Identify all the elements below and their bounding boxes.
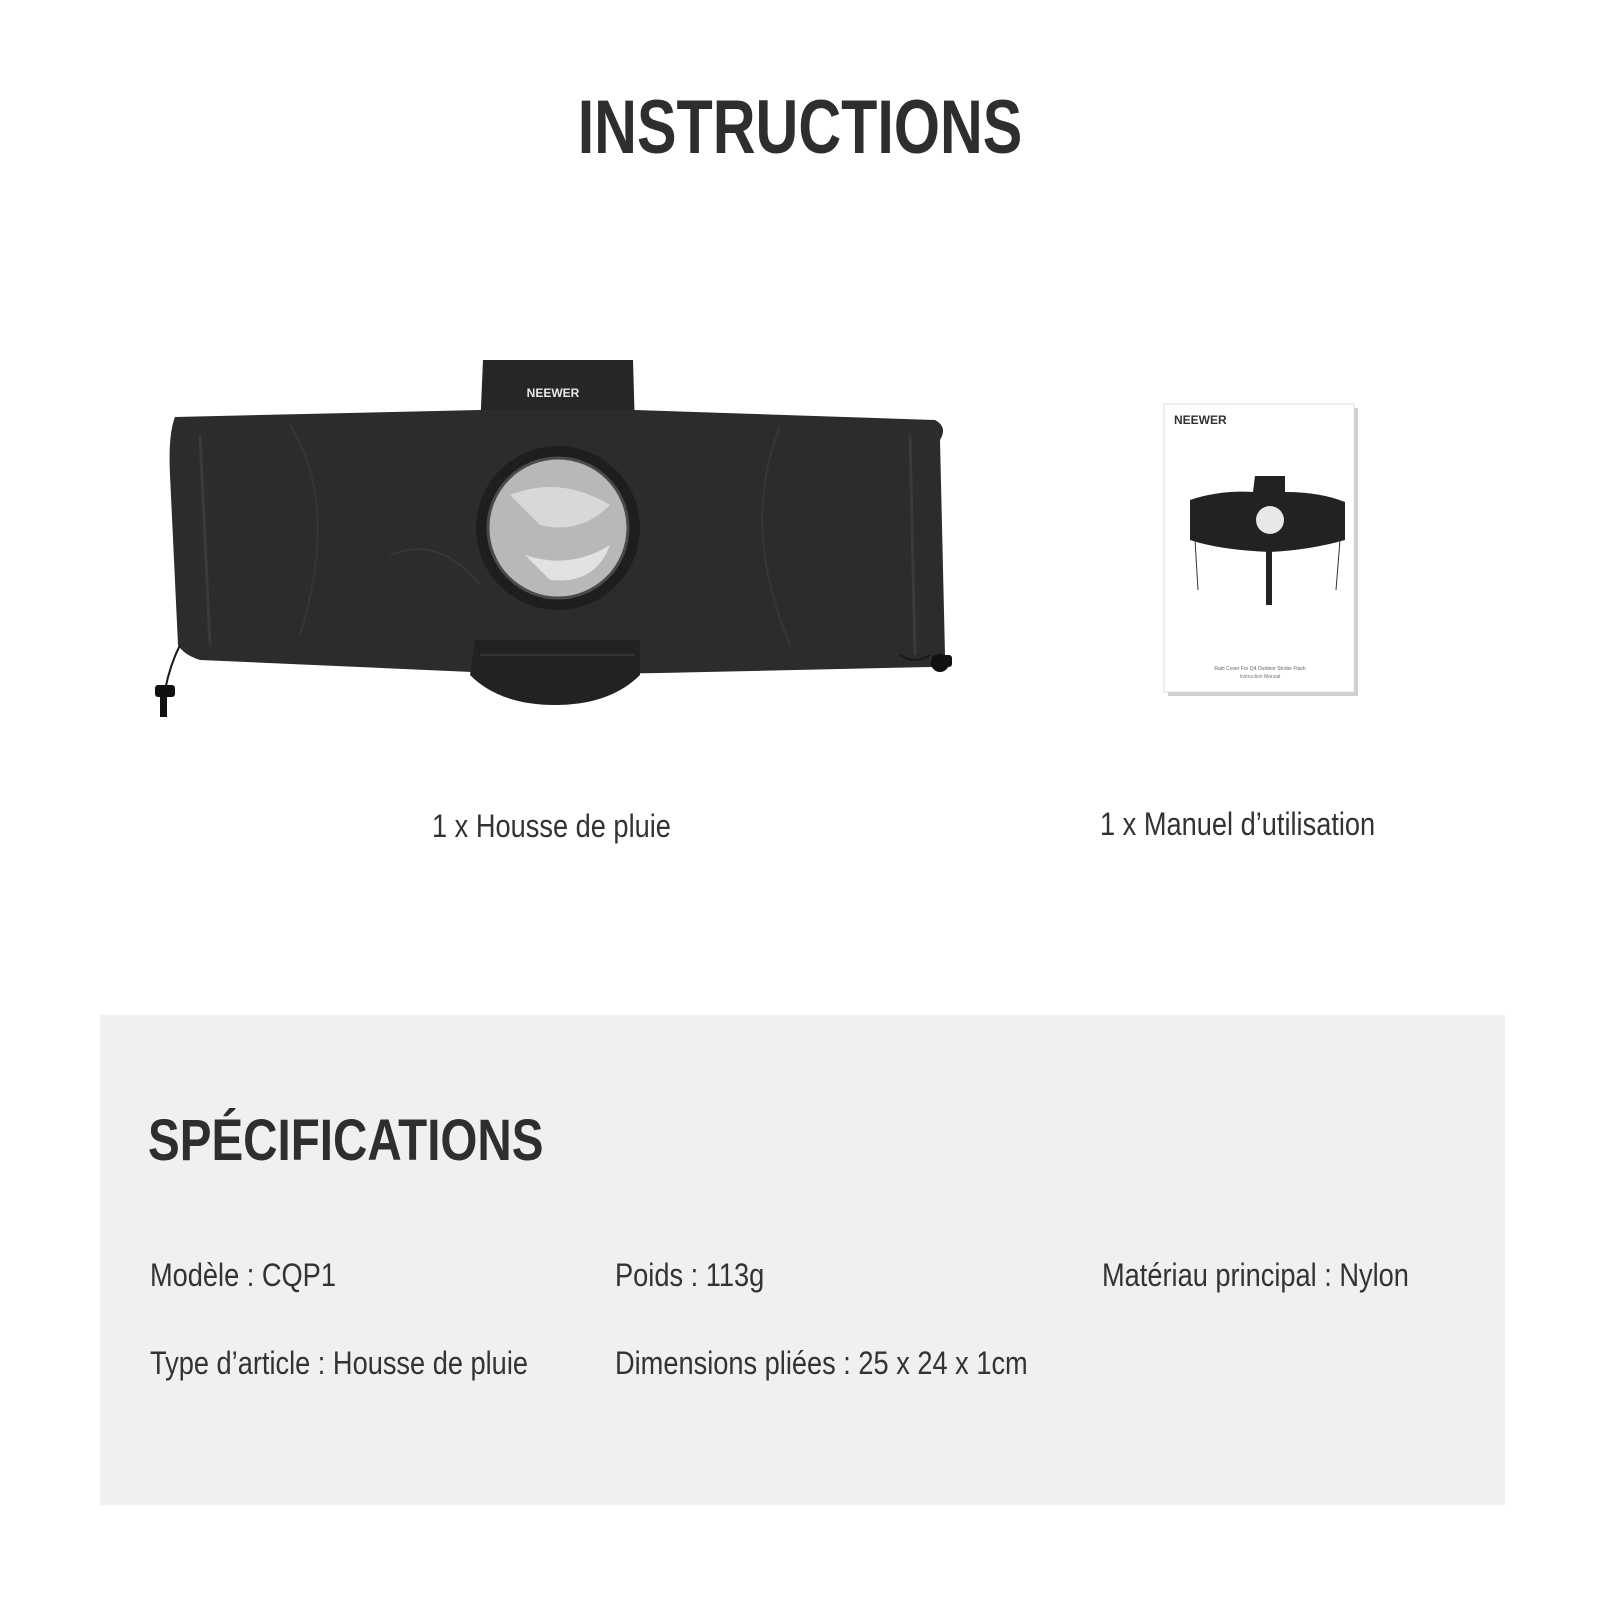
rain-cover-caption: 1 x Housse de pluie <box>432 808 671 844</box>
rain-cover-brand-label: NEEWER <box>526 386 580 400</box>
rain-cover-image <box>140 355 980 745</box>
specifications-panel <box>100 1015 1505 1505</box>
specifications-title: SPÉCIFICATIONS <box>148 1108 544 1173</box>
spec-model: Modèle : CQP1 <box>150 1257 336 1293</box>
manual-brand-label: NEEWER <box>1174 413 1227 427</box>
manual-caption: 1 x Manuel d’utilisation <box>1100 806 1376 842</box>
spec-dimensions: Dimensions pliées : 25 x 24 x 1cm <box>615 1345 1028 1381</box>
page-title: INSTRUCTIONS <box>577 85 1023 170</box>
spec-type: Type d’article : Housse de pluie <box>150 1345 528 1381</box>
manual-cover-line2: Instruction Manual <box>1239 674 1281 680</box>
manual-image <box>1160 400 1360 700</box>
spec-material: Matériau principal : Nylon <box>1102 1257 1409 1293</box>
spec-weight: Poids : 113g <box>615 1257 765 1293</box>
manual-cover-line1: Rain Cover For Q4 Outdoor Strobe Flash <box>1214 666 1306 672</box>
